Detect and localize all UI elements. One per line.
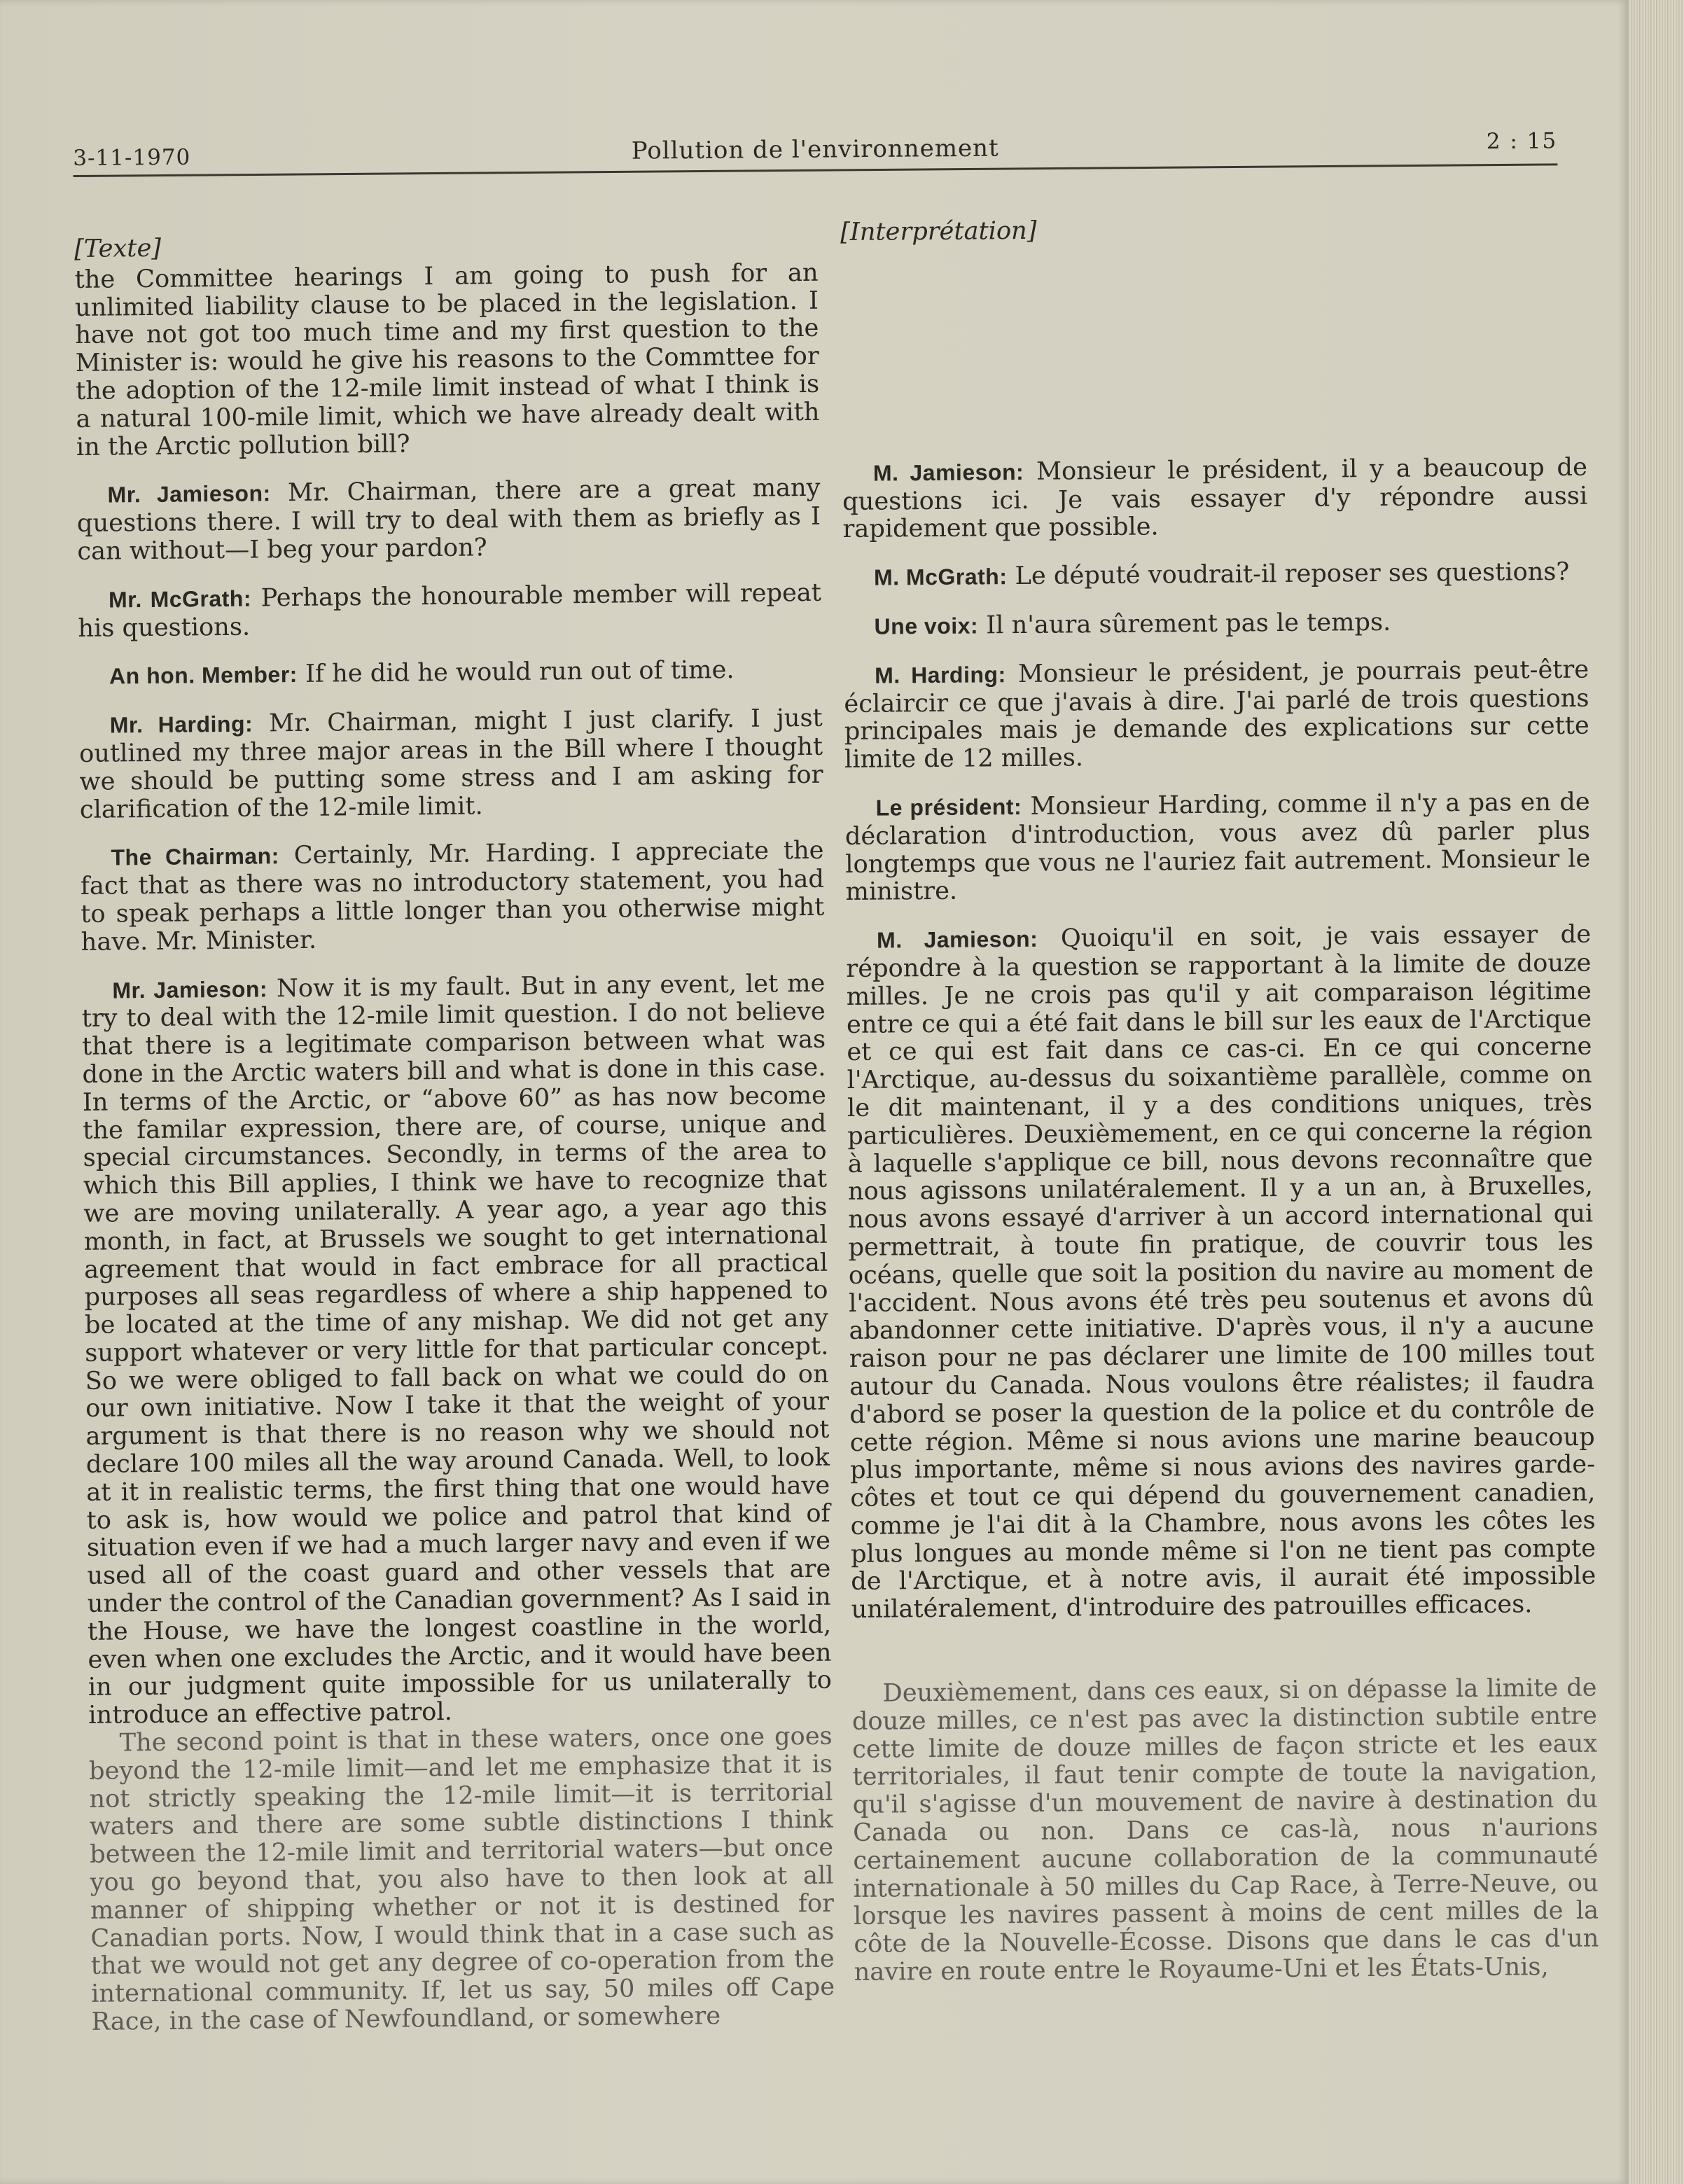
speech-text: Monsieur Harding, comme il n'y a pas en de déclaration d'introduction, vous avez dû parler plus longtemps que vous ne l'auriez fait autrement. Monsieur le ministre. (844, 787, 1591, 907)
speaker-name: Le président: (875, 793, 1022, 821)
speech-paragraph (78, 579, 822, 643)
book-page-edges (1628, 0, 1684, 2184)
speaker-name: M. Jamieson: (872, 459, 1024, 486)
speaker-name: Mr. Jamieson: (107, 480, 271, 508)
speaker-name: Mr. McGrath: (108, 585, 252, 613)
speech-text: Mr. Chairman, might I just clarify. I just outlined my three major areas in the Bill where I thought we should be putting some stress and I am asking for clarification of the 12-mile limit. (78, 703, 823, 824)
speaker-name: M. Harding: (874, 661, 1006, 688)
speaker-name: Mr. Harding: (109, 711, 253, 738)
paragraph-continuation: The second point is that in these waters, once one goes beyond the 12-mile limit—and let me emphasize that it is not strictly speaking the 12-mile limit—it is territorial waters and there are some subtle distinctions I think between the 12-mile limit and territorial waters—but once you go beyond that, you also have to then look at all manner of shipping whether or not it is destined for Canadian ports. Now, I would think that in a case such as that we would not get any degree of co-operation from the international community. If, let us say, 50 miles off Cape Race, in the case of Newfoundland, or somewhere (88, 1721, 835, 2036)
speaker-name: M. McGrath: (873, 564, 1008, 590)
speech-text: Monsieur le président, il y a beaucoup de questions ici. Je vais essayer d'y répondre aussi rapidement que possible. (842, 452, 1588, 544)
column-spacer (840, 243, 1587, 459)
speech-text: Le député voudrait-il reposer ses questions? (1007, 557, 1570, 591)
speech-text: Il n'aura sûrement pas le temps. (977, 607, 1391, 640)
column-spacer (851, 1618, 1597, 1680)
text-marker: [Texte] (74, 233, 162, 263)
speech-paragraph (846, 921, 1596, 1624)
left-column-english (74, 228, 835, 2036)
speech-text: If he did he would run out of time. (297, 655, 735, 689)
speech-paragraph (81, 969, 832, 1730)
speaker-name: An hon. Member: (109, 662, 298, 689)
interpretation-marker: [Interprétation] (840, 216, 1037, 246)
paragraph-intro: the Committee hearings I am going to push for an unlimited liability clause to be placed in the legislation. I have not got too much time and my first question to the Minister is: would he give his reasons to the Commttee for the adoption of the 12-mile limit instead of what I think is a natural 100-mile limit, which we have already dealt with in the Arctic pollution bill? (74, 258, 820, 461)
right-column-french (840, 213, 1599, 1987)
header-date: 3-11-1970 (73, 144, 191, 171)
speech-text: Certainly, Mr. Harding. I appreciate the fact that as there was no introductory statement, you had to speak perhaps a little longer than you otherwise might have. Mr. Minister. (80, 836, 825, 957)
speech-text: Perhaps the honourable member will repeat his questions. (78, 578, 822, 643)
header-title: Pollution de l'environnement (631, 134, 999, 165)
speaker-name: M. Jamieson: (876, 926, 1038, 953)
speech-text: Monsieur le président, je pourrais peut-être éclaircir ce que j'avais à dire. J'ai parlé de trois questions principales mais je demande des explications sur cette limite de 12 milles. (844, 655, 1589, 774)
speech-paragraph (76, 474, 821, 566)
speech-text: Mr. Chairman, there are a great many questions there. I will try to deal with them as briefly as I can without—I beg your pardon? (76, 473, 821, 566)
page-header (73, 121, 1557, 177)
speech-text: Quoiqu'il en soit, je vais essayer de répondre à la question se rapportant à la limite de douze milles. Je ne crois pas qu'il y ait comparaison légitime entre ce qui a été fait dans le bill sur les eaux de l'Arctique et ce qui est fait dans ce cas-ci. En ce qui concerne l'Arctique, au-dessus du soixantième parallèle, comme on le dit maintenant, il y a des conditions uniques, très particulières. Deuxièmement, en ce qui concerne la région à laquelle s'applique ce bill, nous devons reconnaître que nous agissons unilatéralement. Il y a un an, à Bruxelles, nous avons essayé d'arriver à un accord international qui permettrait, à toute fin pratique, de couvrir tous les océans, quelle que soit la position du navire au moment de l'accident. Nous avons été très peu soutenus et avons dû abandonner cette initiative. D'après vous, il n'y a aucune raison pour ne pas déclarer une limite de 100 milles tout autour du Canada. Nous voulons être réalistes; il faudra d'abord se poser la question de la police et du contrôle de cette région. Même si nous avions une marine beaucoup plus importante, même si nous avions des navires garde-côtes et tout ce qui dépend du gouvernement canadien, comme je l'ai dit à la Chambre, nous avons les côtes les plus longues au monde même si l'on ne tient pas compte de l'Arctique, et à notre avis, il aurait été impossible unilatéralement, d'introduire des patrouilles efficaces. (846, 919, 1596, 1625)
speech-paragraph (843, 558, 1588, 592)
speaker-name: Mr. Jamieson: (112, 975, 268, 1003)
speech-paragraph (843, 607, 1588, 641)
speaker-name: The Chairman: (111, 843, 279, 870)
page-number: 2 : 15 (1486, 128, 1558, 155)
speech-paragraph (844, 788, 1590, 907)
speech-paragraph (80, 837, 824, 956)
speech-text: Now it is my fault. But in any event, let me try to deal with the 12-mile limit question. I do not believe that there is a legitimate comparison between what was done in the Arctic waters bill and what is done in this case. In terms of the Arctic, or “above 60” as has now become the familar expression, there are, of course, unique and special circumstances. Secondly, in terms of the area to which this Bill applies, I think we have to recognize that we are moving unilaterally. A year ago, a year ago this month, in fact, at Brussels we sought to get international agreement that would in fact embrace for all practical purposes all seas regardless of where a ship happened to be located at the time of any mishap. We did not get any support whatever or very little for that particular concept. So we were obliged to fall back on what we could do on our own initiative. Now I take it that the weight of your argument is that there is no reason why we should not declare 100 miles all the way around Canada. Well, to look at it in realistic terms, the first thing that one would have to ask is, how would we police and patrol that kind of situation even if we had a much larger navy and even if we used all of the coast guard and other vessels that are under the control of the Canadian government? As I said in the House, we have the longest coastline in the world, even when one excludes the Arctic, and it would have been in our judgment quite impossible for us unilaterally to introduce an effective patrol. (81, 968, 833, 1730)
speech-paragraph (844, 655, 1589, 774)
speech-paragraph (842, 453, 1588, 543)
paragraph-continuation: Deuxièmement, dans ces eaux, si on dépasse la limite de douze milles, ce n'est pas avec la distinction subtile entre cette limite de douze milles de façon stricte et les eaux territoriales, il faut tenir compte de toute la navigation, qu'il s'agisse d'un mouvement de navire à destination du Canada ou non. Dans ce cas-là, nous n'aurions certainement aucune collaboration de la communauté internationale à 50 milles du Cap Race, à Terre-Neuve, ou lorsque les navires passent à moins de cent milles de la côte de la Nouvelle-Écosse. Disons que dans le cas d'un navire en route entre le Royaume-Uni et les États-Unis, (851, 1673, 1599, 1987)
speech-paragraph (78, 655, 822, 691)
speech-paragraph (79, 704, 823, 823)
speaker-name: Une voix: (874, 613, 979, 639)
